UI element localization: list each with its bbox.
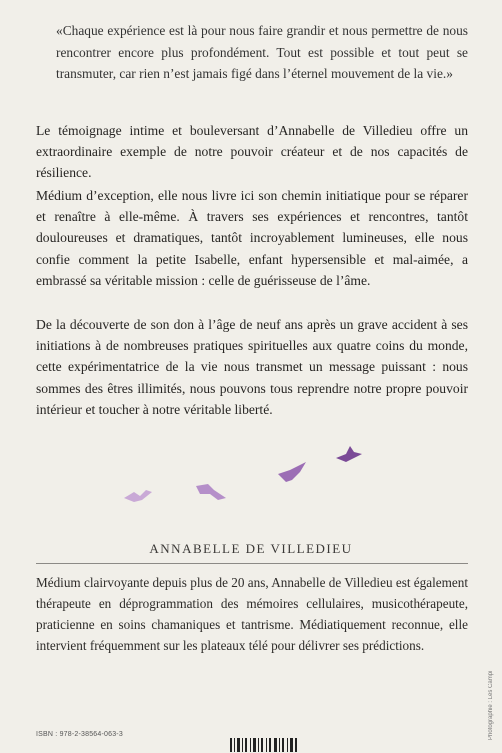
barcode-icon (230, 738, 300, 752)
bird-icon (336, 446, 362, 462)
bird-icon (124, 490, 152, 502)
author-bio: Médium clairvoyante depuis plus de 20 ans, Annabelle de Villedieu est également thérapeute en déprogrammation des mémoires cellulaires, musicothérapeute, praticienne en soins chamaniques et tantrisme. Médiatiquement reconnue, elle intervient fréquemment sur les plateaux télé pour délivrer ses prédictions. (36, 575, 468, 653)
bird-icon (196, 484, 226, 500)
quote: «Chaque expérience est là pour nous faire grandir et nous permettre de nous rencontrer encore plus profondément. Tout est possible et tout peut se transmuter, car rien n’est jamais figé dans l’éternel mouvement de la vie.» (56, 23, 468, 81)
isbn: ISBN : 978-2-38564-063-3 (36, 731, 123, 738)
bird-icon (278, 462, 306, 482)
paragraph-1: Le témoignage intime et bouleversant d’Annabelle de Villedieu offre un extraordinaire exemple de notre pouvoir créateur et de nos capacités de résilience. (36, 123, 468, 181)
paragraph-3: De la découverte de son don à l’âge de neuf ans après un grave accident à ses initiations à de nombreuses pratiques spirituelles aux quatre coins du monde, cette expérimentatrice de la vie nous transmet un message puissant : nous sommes des êtres illimités, nous pouvons tous reprendre notre propre pouvoir intérieur et toucher à notre véritable liberté. (36, 317, 468, 417)
flying-birds-illustration (110, 440, 390, 520)
paragraph-2: Médium d’exception, elle nous livre ici son chemin initiatique pour se réparer et renaître à elle-même. À travers ses expériences et rencontres, tantôt douloureuses et dramatiques, tantôt incroyablement lumineuses, elle nous confie comment la petite Isabelle, enfant hypersensible et mal-aimée, a embrassé sa véritable mission : celle de guérisseuse de l’âme. (36, 188, 468, 288)
divider (36, 563, 468, 564)
photo-credit: Photographie : Les Campi (488, 670, 494, 740)
author-heading: ANNABELLE DE VILLEDIEU (149, 541, 353, 556)
